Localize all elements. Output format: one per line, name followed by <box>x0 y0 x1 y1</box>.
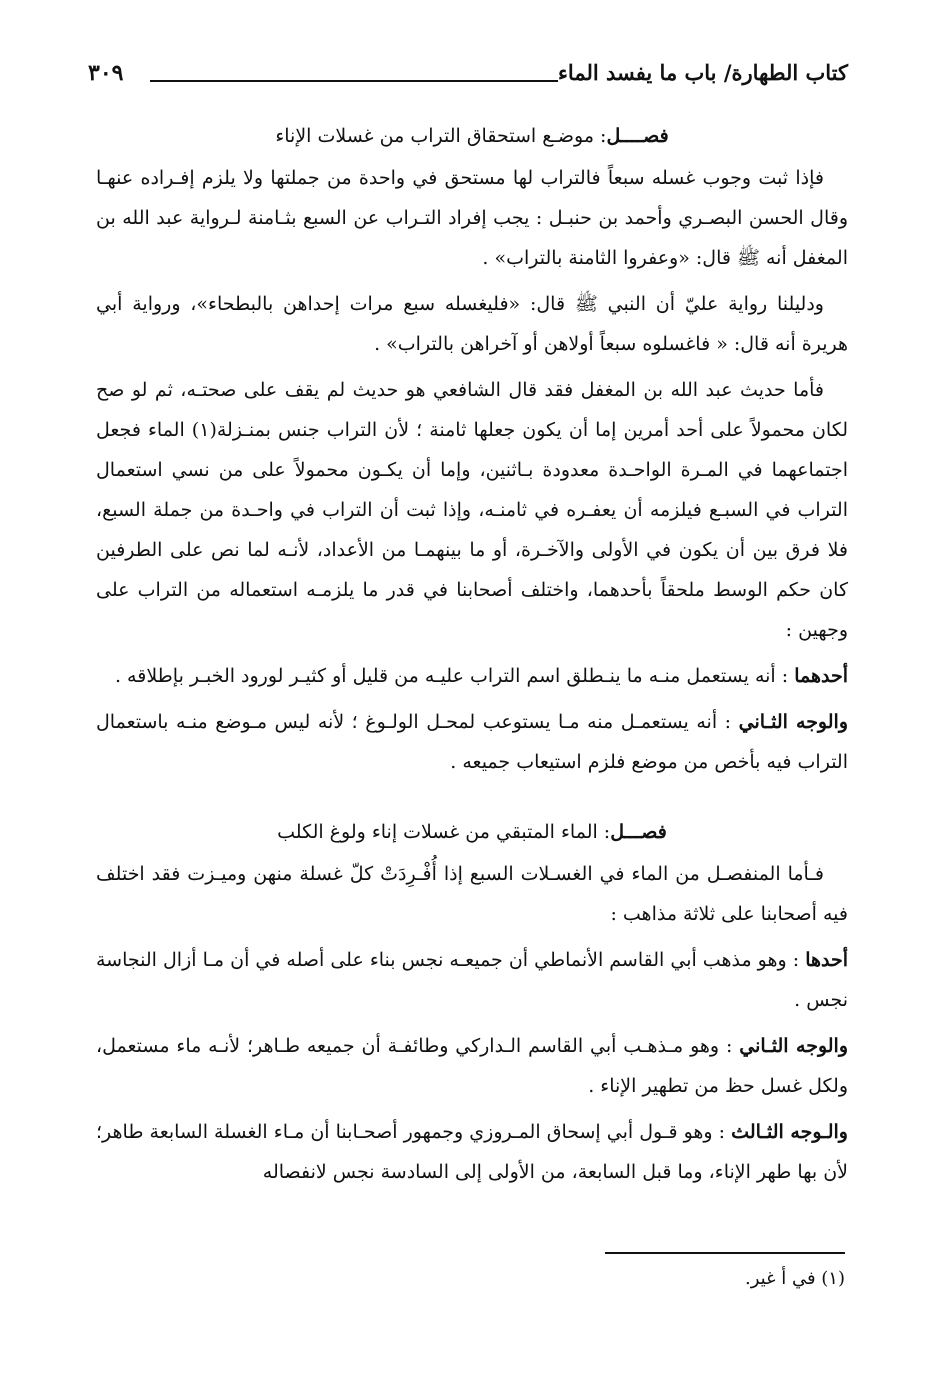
paragraph-text: : وهو مـذهـب أبي القاسم الـداركي وطائفـة أن جميعه طـاهر؛ لأنـه ماء مستعمل، ولكل غسل حظ من تطهير الإناء . <box>96 1035 848 1097</box>
paragraph-lead: والوجه الثـاني <box>739 1035 849 1057</box>
paragraph-text: : أنه يستعمـل منه مـا يستوعب لمحـل الولـوغ ؛ لأنه ليس مـوضع منـه باستعمال التراب فيه بأخص من موضع فلزم استيعاب جميعه . <box>96 711 848 773</box>
paragraph <box>96 702 848 782</box>
paragraph-text: فـأما المنفصـل من الماء في الغسـلات السبع إذا أُفْـرِدَتْ كلّ غسلة منهن وميـزت فقد اختلف فيه أصحابنا على ثلاثة مذاهب : <box>96 863 848 925</box>
paragraph-lead: أحدها <box>805 949 848 971</box>
paragraph-text: ودليلنا رواية عليّ أن النبي ﷺ قال: «فليغسله سبع مرات إحداهن بالبطحاء»، ورواية أبي هريرة أنه قال: « فاغسلوه سبعاً أولاهن أو آخراهن بالتراب» . <box>96 293 848 355</box>
running-header <box>88 60 848 100</box>
footnote: (١) في أ غير. <box>745 1268 845 1289</box>
running-header-title: كتاب الطهارة/ باب ما يفسد الماء <box>558 60 848 85</box>
paragraph <box>96 370 848 650</box>
paragraph-text: فإذا ثبت وجوب غسله سبعاً فالتراب لها مستحق في واحدة من جملتها ولا يلزم إفـراده عنهـا وقال الحسن البصـري وأحمد بن حنبـل : يجب إفراد التـراب عن السبع بثـامنة لـرواية عبد الله بن المغفل أنه ﷺ قال: «وعفروا الثامنة بالتراب» . <box>96 167 848 269</box>
paragraph-lead: أحدهما <box>794 665 848 687</box>
paragraph <box>96 284 848 364</box>
section-title: : الماء المتبقي من غسلات إناء ولوغ الكلب <box>277 821 611 843</box>
section-keyword: فصــــل <box>606 125 669 147</box>
paragraph <box>96 656 848 696</box>
page-body <box>96 112 848 1198</box>
section-heading-1 <box>96 116 848 156</box>
paragraph-lead: والوجه الثـاني <box>738 711 848 733</box>
paragraph-text: : أنه يستعمل منـه ما ينـطلق اسم التراب عليـه من قليل أو كثيـر لورود الخبـر بإطلاقه . <box>114 665 789 687</box>
page-number: ٣٠٩ <box>88 60 124 86</box>
section-keyword: فصـــل <box>610 821 667 843</box>
paragraph-text: : وهو قـول أبي إسحاق المـروزي وجمهور أصحـابنا أن مـاء الغسلة السابعة طاهر؛ لأن بها طهر الإناء، وما قبل السابعة، من الأولى إلى السادسة نجس لانفصاله <box>96 1121 848 1183</box>
section-title: : موضـع استحقاق التراب من غسلات الإناء <box>275 125 607 147</box>
section-heading-2 <box>96 812 848 852</box>
paragraph <box>96 1026 848 1106</box>
header-rule <box>150 80 558 82</box>
paragraph <box>96 854 848 934</box>
paragraph-lead: والـوجه الثـالث <box>731 1121 848 1143</box>
paragraph-text: فأما حديث عبد الله بن المغفل فقد قال الشافعي هو حديث لم يقف على صحتـه، ثم لو صح لكان محمولاً على أحد أمرين إما أن يكون جعلها ثامنة ؛ لأن التراب جنس بمنـزلة(١) الماء فجعل اجتماعهما في المـرة الواحـدة معدودة بـاثنين، وإما أن يكـون محمولاً على من نسي استعمال التراب في السبـع فيلزمه أن يعفـره في ثامنـه، وإذا ثبت أن التراب في واحـدة من جملة السبع، فلا فرق بين أن يكون في الأولى والآخـرة، أو ما بينهمـا من الأعداد، لأنـه لما نص على الطرفين كان حكم الوسط ملحقاً بأحدهما، واختلف أصحابنا في قدر ما يلزمـه استعماله من التراب على وجهين : <box>96 379 849 641</box>
section-gap <box>96 788 848 808</box>
paragraph <box>96 158 848 278</box>
footnote-rule <box>605 1252 845 1254</box>
paragraph <box>96 1112 848 1192</box>
paragraph-text: : وهو مذهب أبي القاسم الأنماطي أن جميعـه نجس بناء على أصله في أن مـا أزال النجاسة نجس . <box>96 949 848 1011</box>
paragraph <box>96 940 848 1020</box>
